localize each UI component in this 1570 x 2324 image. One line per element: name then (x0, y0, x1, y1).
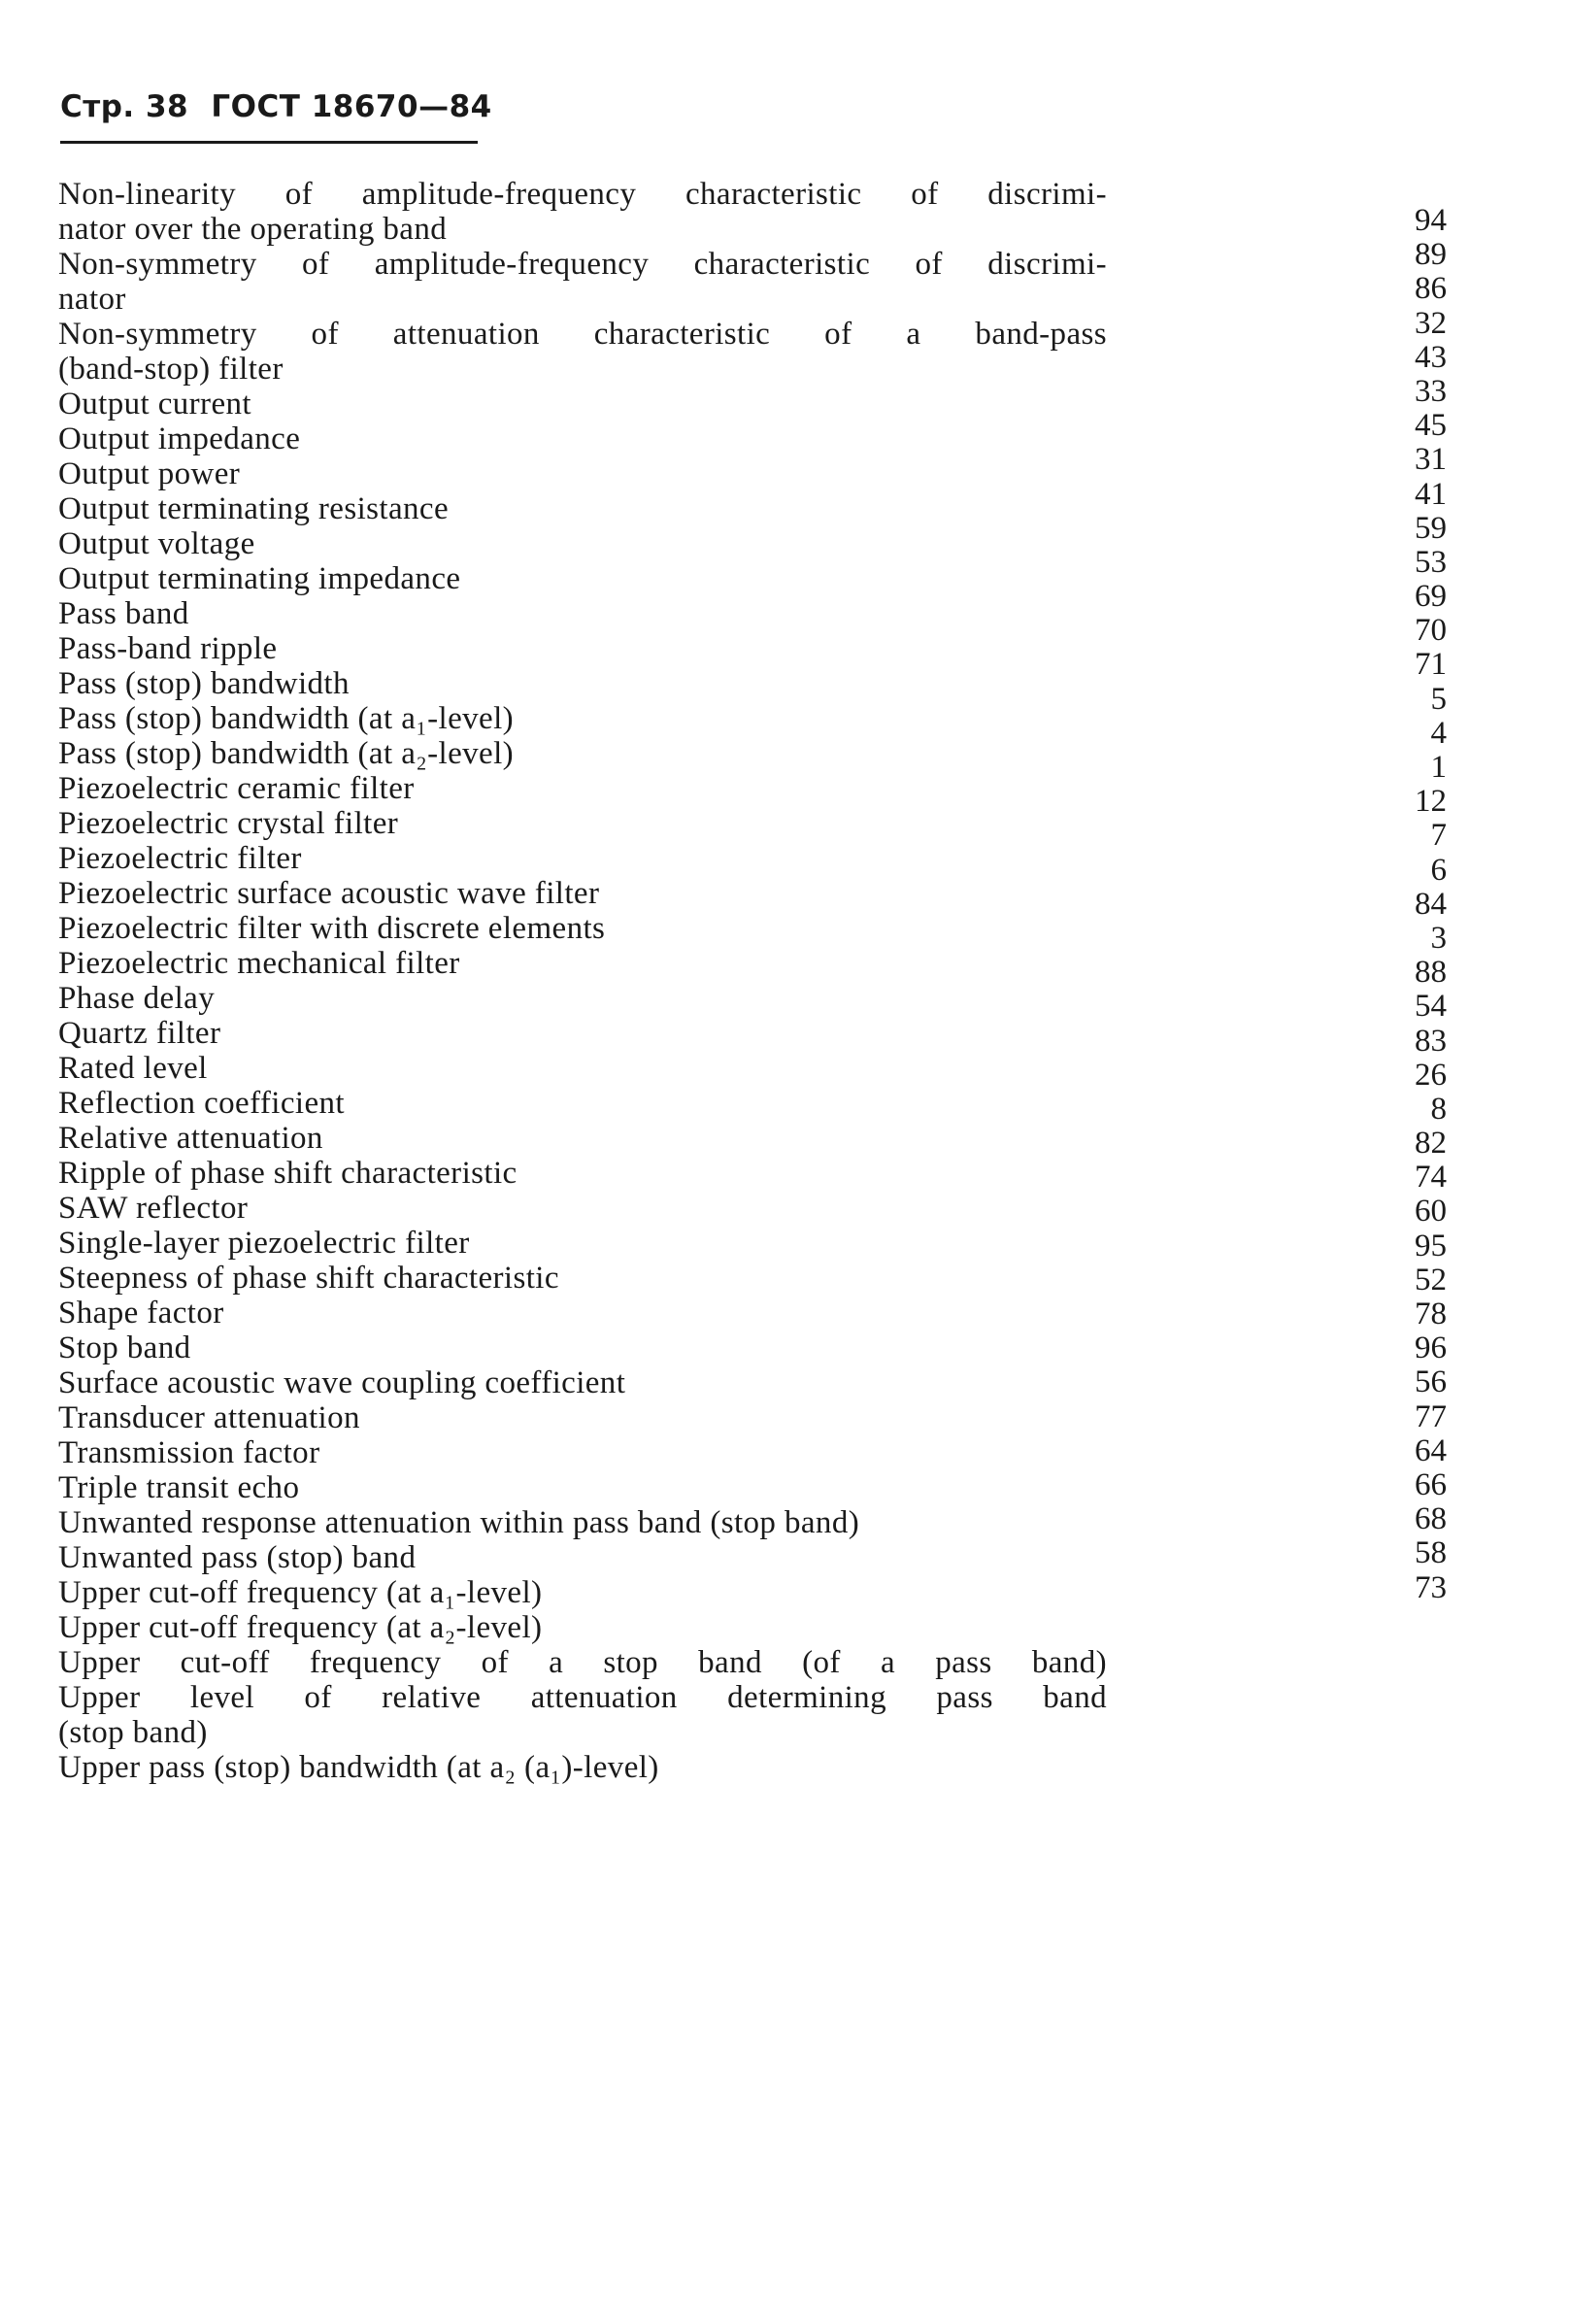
page-number: Стр. 38 (60, 89, 189, 124)
standard-title: ГОСТ 18670—84 (211, 89, 492, 124)
term-number: 78 (1415, 1297, 1447, 1331)
term-line: Reflection coefficient (58, 1086, 345, 1121)
term-number: 6 (1430, 852, 1447, 888)
term-number: 69 (1415, 579, 1447, 615)
term-line: Surface acoustic wave coupling coefficient (58, 1365, 626, 1400)
term-number: 56 (1415, 1364, 1447, 1400)
term-number: 58 (1415, 1535, 1447, 1571)
term-number-column (1350, 204, 1447, 1605)
term-number: 73 (1415, 1569, 1447, 1605)
term-line: Stop band (58, 1330, 191, 1365)
term-number: 52 (1415, 1262, 1447, 1297)
term-number: 77 (1415, 1398, 1447, 1434)
term-number: 5 (1430, 681, 1447, 717)
term-line: Non-symmetry of amplitude-frequency characteristic of discrimi- (58, 247, 1107, 282)
term-line: Pass-band ripple (58, 631, 278, 666)
term-line: Rated level (58, 1051, 208, 1086)
term-number: 31 (1415, 442, 1447, 478)
term-number: 94 (1415, 203, 1447, 238)
term-line: (stop band) (58, 1715, 208, 1750)
term-number: 59 (1415, 510, 1447, 546)
term-number: 83 (1415, 1023, 1447, 1059)
term-line: Upper cut-off frequency (at a₁-level) (58, 1575, 543, 1610)
term-line: Phase delay (58, 981, 216, 1016)
term-line: (band-stop) filter (58, 352, 284, 387)
term-line: Non-linearity of amplitude-frequency characteristic of discrimi- (58, 177, 1107, 212)
term-line: Triple transit echo (58, 1470, 300, 1505)
term-line: Piezoelectric mechanical filter (58, 946, 460, 981)
term-line: nator over the operating band (58, 212, 448, 247)
term-number: 12 (1415, 784, 1447, 820)
term-number: 53 (1415, 544, 1447, 580)
term-line: Quartz filter (58, 1016, 221, 1051)
term-line: Upper cut-off frequency of a stop band (of a pass band) (58, 1645, 1107, 1680)
term-line: Output power (58, 456, 241, 491)
term-number: 33 (1415, 373, 1447, 409)
term-line: Relative attenuation (58, 1121, 323, 1156)
term-line: Transducer attenuation (58, 1400, 360, 1435)
term-line: Unwanted pass (stop) band (58, 1540, 417, 1575)
term-line: Output terminating impedance (58, 561, 461, 596)
term-line: Output impedance (58, 421, 301, 456)
term-line: Pass (stop) bandwidth (58, 666, 350, 701)
term-number: 82 (1415, 1126, 1447, 1162)
term-line: Piezoelectric filter (58, 841, 302, 876)
term-line: Output current (58, 387, 251, 421)
term-number: 71 (1415, 647, 1447, 683)
term-number: 3 (1430, 920, 1447, 956)
term-number: 60 (1415, 1194, 1447, 1229)
term-line: Output voltage (58, 526, 255, 561)
term-number: 95 (1415, 1228, 1447, 1263)
term-number: 26 (1415, 1057, 1447, 1093)
term-line: Piezoelectric ceramic filter (58, 771, 415, 806)
term-number: 86 (1415, 271, 1447, 307)
term-number: 7 (1430, 818, 1447, 854)
term-line: SAW reflector (58, 1191, 249, 1226)
term-line: Upper pass (stop) bandwidth (at a₂ (a₁)-level) (58, 1750, 659, 1785)
term-line: Piezoelectric crystal filter (58, 806, 399, 841)
term-number: 68 (1415, 1501, 1447, 1537)
term-number: 89 (1415, 237, 1447, 273)
term-line: Non-symmetry of attenuation characteristic of a band-pass (58, 317, 1107, 352)
term-line: Unwanted response attenuation within pass band (stop band) (58, 1505, 860, 1540)
term-line: nator (58, 282, 126, 317)
term-number: 66 (1415, 1466, 1447, 1502)
term-number: 74 (1415, 1160, 1447, 1196)
term-number: 70 (1415, 613, 1447, 649)
term-line: Piezoelectric filter with discrete elements (58, 911, 606, 946)
term-list (58, 177, 1126, 1785)
term-line: Pass band (58, 596, 189, 631)
term-number: 43 (1415, 339, 1447, 375)
term-line: Shape factor (58, 1296, 224, 1330)
term-line: Pass (stop) bandwidth (at a₁-level) (58, 701, 515, 736)
term-line: Ripple of phase shift characteristic (58, 1156, 518, 1191)
term-line: Upper cut-off frequency (at a₂-level) (58, 1610, 543, 1645)
term-line: Upper level of relative attenuation determining pass band (58, 1680, 1107, 1715)
term-number: 84 (1415, 886, 1447, 922)
page-header (60, 89, 504, 124)
term-number: 64 (1415, 1432, 1447, 1468)
term-number: 1 (1430, 750, 1447, 785)
term-number: 4 (1430, 715, 1447, 751)
term-number: 41 (1415, 476, 1447, 512)
term-line: Output terminating resistance (58, 491, 449, 526)
term-line: Transmission factor (58, 1435, 320, 1470)
header-rule (60, 141, 478, 144)
term-number: 96 (1415, 1330, 1447, 1366)
term-line: Steepness of phase shift characteristic (58, 1261, 559, 1296)
term-number: 54 (1415, 989, 1447, 1025)
term-line: Pass (stop) bandwidth (at a₂-level) (58, 736, 515, 771)
term-line: Piezoelectric surface acoustic wave filter (58, 876, 600, 911)
term-number: 32 (1415, 305, 1447, 341)
term-number: 88 (1415, 955, 1447, 991)
term-number: 45 (1415, 408, 1447, 444)
term-line: Single-layer piezoelectric filter (58, 1226, 470, 1261)
term-number: 8 (1430, 1091, 1447, 1127)
